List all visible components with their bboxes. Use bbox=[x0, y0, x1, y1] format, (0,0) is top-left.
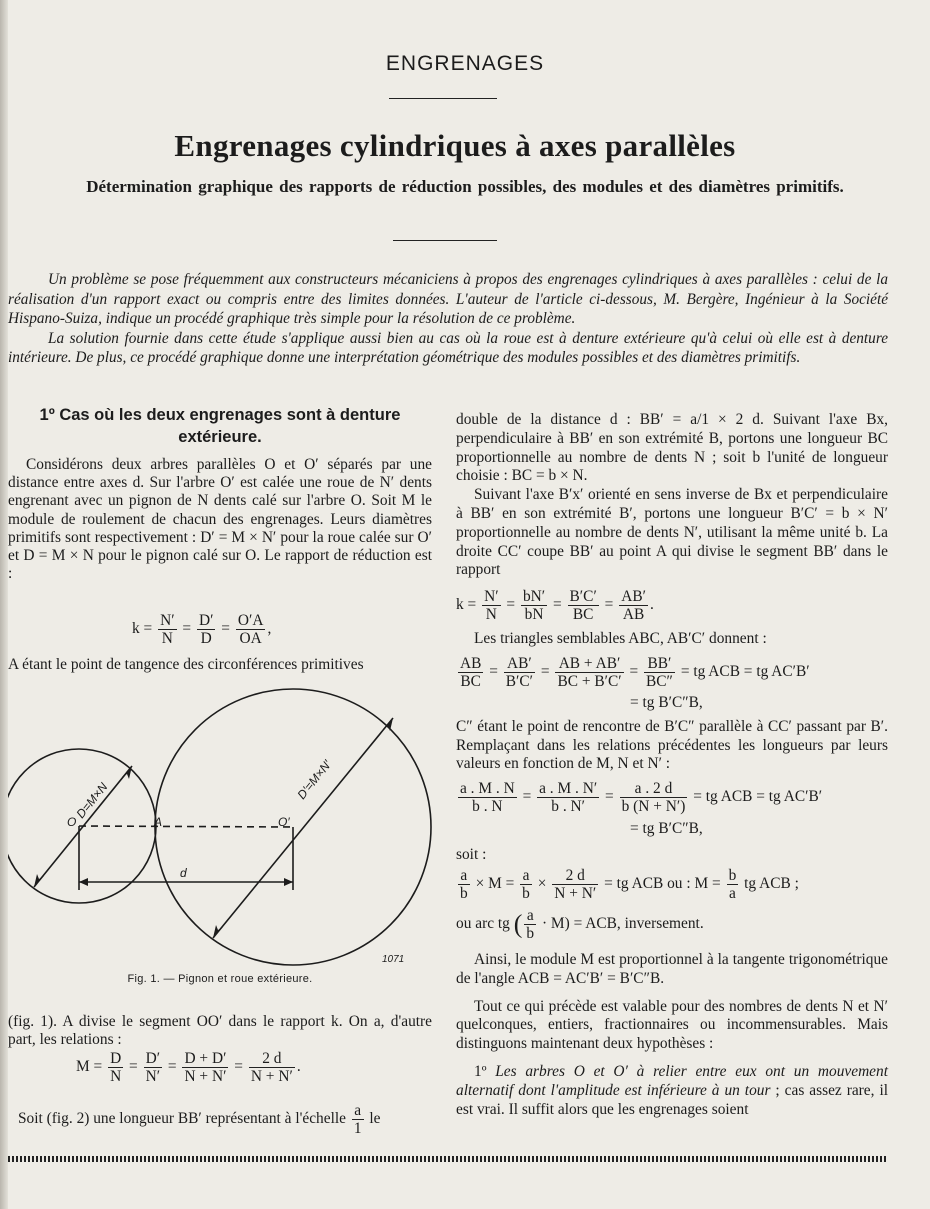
left-column-top bbox=[8, 404, 432, 583]
right-equation-1: k = $\frac{N'}{N}$ = $\frac{bN'}{bN}$ = $\frac{B'C'}{BC}$ = $\frac{AB'}{AB}$ . bbox=[456, 588, 654, 623]
right-equation-4: $\frac{a}{b}$ × M = $\frac{a}{b}$ × $\frac{2 d}{N + N'}$ = tg ACB ou : M = $\frac{b}{a}$ tg ACB ; bbox=[460, 867, 799, 902]
fraction: $\frac{a . M . N'}{b . N'}$ bbox=[539, 780, 598, 815]
fraction: $\frac{a}{1}$ bbox=[353, 1102, 362, 1137]
header-rule bbox=[389, 98, 497, 99]
right-paragraph-7: 1º Les arbres O et O′ à relier entre eux ont un mouvement alternatif dont l'amplitude est inférieure à un tour ; cas assez rare, il est vrai. Il suffit alors que les engrenages soient bbox=[456, 1062, 888, 1118]
fraction: $\frac{AB + AB'}{BC + B'C'}$ bbox=[557, 655, 622, 690]
label-O: O bbox=[67, 815, 77, 829]
center-line bbox=[79, 826, 293, 827]
right-paragraph-4: C″ étant le point de rencontre de B′C″ parallèle à CC′ passant par B′. Remplaçant dans les relations précédentes les longueurs par leurs valeurs en fonction de M, N et N′ : bbox=[456, 718, 888, 773]
right-equation-5: ou arc tg ( $\frac{a}{b}$ · M) = ACB, inversement. bbox=[456, 907, 704, 942]
fraction: $\frac{D'}{N'}$ bbox=[145, 1050, 161, 1085]
fraction: $\frac{2 d}{N + N'}$ bbox=[250, 1050, 293, 1085]
left-equation-2: M = $\frac{D}{N}$ = $\frac{D'}{N'}$ = $\frac{D + D'}{N + N'}$ = $\frac{2 d}{N + N'}$ . bbox=[76, 1050, 301, 1085]
label-D2: D′=M×N′ bbox=[294, 757, 335, 802]
right-column-bottom bbox=[456, 951, 888, 1119]
fraction: $\frac{2 d}{N + N'}$ bbox=[554, 867, 597, 902]
section-heading: 1º Cas où les deux engrenages sont à denture extérieure. bbox=[39, 406, 401, 446]
fraction: $\frac{a}{b}$ bbox=[526, 907, 535, 942]
fraction: $\frac{a}{b}$ bbox=[522, 867, 530, 902]
left-paragraph-3: (fig. 1). A divise le segment OO′ dans le rapport k. On a, d'autre part, les relations : bbox=[8, 1013, 432, 1049]
fraction: $\frac{b}{a}$ bbox=[728, 867, 737, 902]
fraction: $\frac{a . M . N}{b . N}$ bbox=[460, 780, 515, 815]
footer-rule bbox=[8, 1156, 888, 1162]
article-subtitle: Détermination graphique des rapports de réduction possibles, des modules et des diamètres primitifs. bbox=[86, 177, 844, 196]
right-equation-2b: = tg B′C″B, bbox=[630, 694, 703, 711]
left-column-mid bbox=[8, 656, 432, 674]
subtitle-rule bbox=[393, 240, 497, 241]
label-d: d bbox=[180, 866, 187, 880]
figure-caption: Fig. 1. — Pignon et roue extérieure. bbox=[127, 973, 313, 985]
fraction: $\frac{a}{b}$ bbox=[460, 867, 468, 902]
fraction: $\frac{AB}{BC}$ bbox=[460, 655, 482, 690]
right-triangles-line bbox=[456, 630, 888, 648]
fraction: $\frac{a . 2 d}{b (N + N')}$ bbox=[621, 780, 686, 815]
fraction: $\frac{AB'}{AB}$ bbox=[621, 588, 646, 623]
page-edge-shadow bbox=[0, 0, 8, 1209]
right-equation-3: $\frac{a . M . N}{b . N}$ = $\frac{a . M . N'}{b . N'}$ = $\frac{a . 2 d}{b (N + N')}$ = tg ACB = tg AC′B′ bbox=[460, 780, 823, 815]
right-paragraph-3: Les triangles semblables ABC, AB′C′ donnent : bbox=[474, 630, 767, 647]
right-paragraph-2: Suivant l'axe B′x′ orienté en sens inverse de Bx et perpendiculaire à BB′ en son extrémité B′, portons une longueur B′C′ = b × N′ proportionnelle au nombre de dents N′, utilisant la même unité b. La droite CC′ coupe BB′ au point A qui divise le segment BB′ dans le rapport bbox=[456, 486, 888, 579]
fraction: $\frac{D}{N}$ bbox=[110, 1050, 122, 1085]
right-paragraph-6: Tout ce qui précède est valable pour des nombres de dents N et N′ quelconques, entiers, fractionnaires ou incommensurables. Mais distinguons maintenant deux hypothèses : bbox=[456, 997, 888, 1053]
right-column-mid bbox=[456, 718, 888, 774]
label-O2: O′ bbox=[278, 815, 290, 829]
fraction: $\frac{D'}{D}$ bbox=[198, 612, 214, 647]
figure-number: 1071 bbox=[382, 954, 405, 965]
soit-label: soit : bbox=[456, 846, 487, 863]
right-equation-2: $\frac{AB}{BC}$ = $\frac{AB'}{B'C'}$ = $\frac{AB + AB'}{BC + B'C'}$ = $\frac{BB'}{BC''}$ = tg ACB = tg AC′B′ bbox=[460, 655, 810, 690]
fraction: $\frac{AB'}{B'C'}$ bbox=[505, 655, 534, 690]
label-D: D=M×N bbox=[73, 779, 111, 821]
label-A: A bbox=[154, 815, 163, 829]
left-paragraph-1: Considérons deux arbres parallèles O et O′ séparés par une distance entre axes d. Sur l'arbre O′ est calée une roue de N′ dents engrenant avec un pignon de N dents calé sur l'arbre O. Soit M le module de roulement de chacun des engrenages. Leurs diamètres primitifs sont respectivement : D′ = M × N′ pour la roue calée sur O′ et D = M × N pour le pignon calé sur O. Le rapport de réduction est : bbox=[8, 456, 432, 583]
right-paragraph-1: double de la distance d : BB′ = a/1 × 2 d. Suivant l'axe Bx, perpendiculaire à BB′ en son extrémité B, portons une longueur BC proportionnelle au nombre de dents N ; soit b l'unité de longueur choisie : BC = b × N. bbox=[456, 411, 888, 485]
right-equation-3b: = tg B′C″B, bbox=[630, 820, 703, 837]
intro-paragraph-2: La solution fournie dans cette étude s'applique aussi bien au cas où la roue est à denture extérieure qu'à celui où elle est à denture intérieure. De plus, ce procédé graphique donne une interprétation géométrique des modules possibles et des diamètres primitifs. bbox=[8, 329, 888, 366]
left-last-line: Soit (fig. 2) une longueur BB′ représentant à l'échelle $\frac{a}{1}$ le bbox=[18, 1102, 381, 1137]
left-paragraph-2: A étant le point de tangence des circonférences primitives bbox=[8, 656, 364, 673]
right-paragraph-5: Ainsi, le module M est proportionnel à la tangente trigonométrique de l'angle ACB = AC′B′ = B′C″B. bbox=[456, 951, 888, 987]
fraction: $\frac{bN'}{bN}$ bbox=[522, 588, 546, 623]
fraction: $\frac{BB'}{BC''}$ bbox=[646, 655, 673, 690]
intro bbox=[8, 270, 888, 368]
left-equation-1: k = $\frac{N'}{N}$ = $\frac{D'}{D}$ = $\frac{O'A}{OA}$ , bbox=[132, 612, 272, 647]
fraction: $\frac{N'}{N}$ bbox=[484, 588, 499, 623]
intro-paragraph-1: Un problème se pose fréquemment aux constructeurs mécaniciens à propos des engrenages cylindriques à axes parallèles : celui de la réalisation d'un rapport exact ou compris entre des limites données. L'auteur de l'article ci-dessous, M. Bergère, Ingénieur à la Société Hispano-Suiza, indique un procédé graphique très simple pour la résolution de ce problème. bbox=[8, 271, 888, 327]
diameter-D2 bbox=[213, 718, 393, 938]
right-column-top bbox=[456, 411, 888, 580]
fraction: $\frac{B'C'}{BC}$ bbox=[569, 588, 597, 623]
fraction: $\frac{N'}{N}$ bbox=[160, 612, 175, 647]
article-title: Engrenages cylindriques à axes parallèles bbox=[174, 128, 736, 163]
fraction: $\frac{D + D'}{N + N'}$ bbox=[184, 1050, 227, 1085]
figure-1 bbox=[8, 680, 438, 970]
fraction: $\frac{O'A}{OA}$ bbox=[237, 612, 264, 647]
section-header: ENGRENAGES bbox=[385, 52, 545, 75]
left-column-bottom bbox=[8, 1013, 432, 1049]
